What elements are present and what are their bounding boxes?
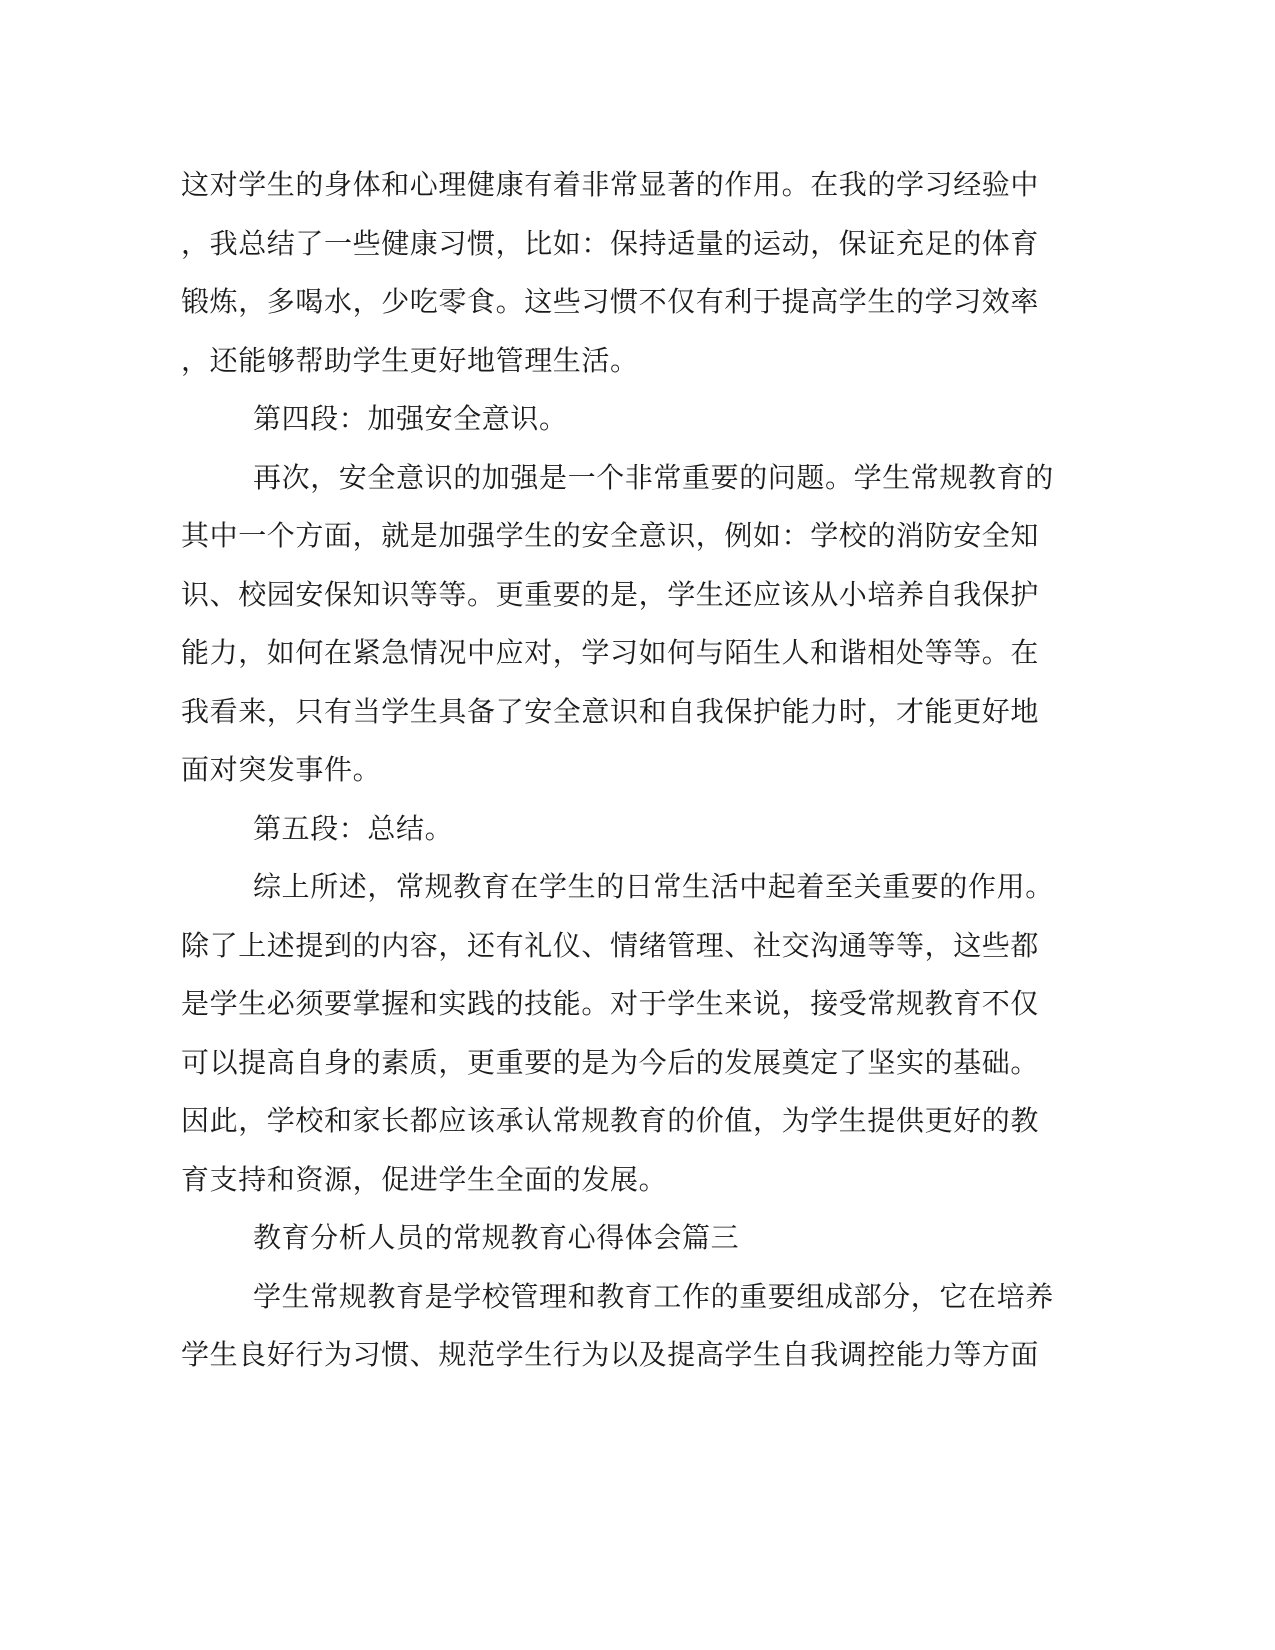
text-line: ，还能够帮助学生更好地管理生活。 <box>181 343 639 377</box>
text-line: 因此，学校和家长都应该承认常规教育的价值，为学生提供更好的教 <box>181 1104 1040 1137</box>
text-line: 这对学生的身体和心理健康有着非常显著的作用。在我的学习经验中 <box>181 168 1040 201</box>
text-line: 是学生必须要掌握和实践的技能。对于学生来说，接受常规教育不仅 <box>181 987 1040 1020</box>
article-title: 教育分析人员的常规教育心得体会篇三 <box>253 1221 740 1254</box>
section-heading-5: 第五段：总结。 <box>253 811 454 845</box>
text-line: 我看来，只有当学生具备了安全意识和自我保护能力时，才能更好地 <box>181 694 1040 728</box>
text-line: 学生良好行为习惯、规范学生行为以及提高学生自我调控能力等方面 <box>181 1338 1040 1371</box>
text-line: 能力，如何在紧急情况中应对，学习如何与陌生人和谐相处等等。在 <box>181 636 1040 669</box>
section-heading-4: 第四段：加强安全意识。 <box>253 402 568 435</box>
text-line: 育支持和资源，促进学生全面的发展。 <box>181 1162 668 1196</box>
text-line: 综上所述，常规教育在学生的日常生活中起着至关重要的作用。 <box>253 870 1054 903</box>
text-line: 其中一个方面，就是加强学生的安全意识，例如：学校的消防安全知 <box>181 519 1040 552</box>
text-line: 再次，安全意识的加强是一个非常重要的问题。学生常规教育的 <box>253 460 1054 494</box>
text-line: 除了上述提到的内容，还有礼仪、情绪管理、社交沟通等等，这些都 <box>181 928 1040 962</box>
text-line: 可以提高自身的素质，更重要的是为今后的发展奠定了坚实的基础。 <box>181 1045 1040 1079</box>
text-line: 锻炼，多喝水，少吃零食。这些习惯不仅有利于提高学生的学习效率 <box>181 285 1040 318</box>
document-body <box>181 156 1061 1385</box>
text-line: 学生常规教育是学校管理和教育工作的重要组成部分，它在培养 <box>253 1279 1054 1313</box>
text-line: 面对突发事件。 <box>181 753 382 786</box>
text-line: ，我总结了一些健康习惯，比如：保持适量的运动，保证充足的体育 <box>181 226 1040 260</box>
text-line: 识、校园安保知识等等。更重要的是，学生还应该从小培养自我保护 <box>181 577 1040 611</box>
